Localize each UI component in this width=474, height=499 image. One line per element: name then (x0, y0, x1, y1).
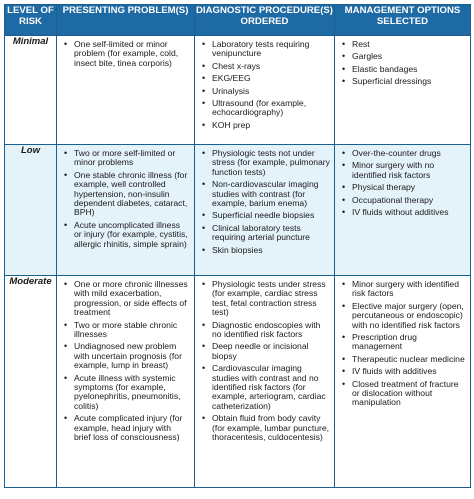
problems-list (57, 276, 194, 443)
list-item: • Elective major surgery (open, percutaneous or endoscopic) with no identified risk factors (341, 302, 466, 330)
management-cell (335, 145, 471, 276)
list-item: • Rest (341, 40, 466, 49)
management-list (335, 145, 470, 217)
header-management-options: MANAGEMENT OPTIONS SELECTED (335, 5, 471, 36)
list-item: • Non-cardiovascular imaging studies with contrast (for example, barium enema) (201, 180, 330, 208)
list-item: • Closed treatment of fracture or dislocation without manipulation (341, 380, 466, 408)
problems-cell (57, 36, 195, 145)
header-diagnostic-procedures: DIAGNOSTIC PROCEDURE(S) ORDERED (195, 5, 335, 36)
list-item: • Diagnostic endoscopies with no identified risk factors (201, 321, 330, 340)
list-item: • Prescription drug management (341, 333, 466, 352)
list-item: • Elastic bandages (341, 65, 466, 74)
list-item: • Two or more stable chronic illnesses (63, 321, 190, 340)
diagnostics-cell (195, 145, 335, 276)
list-item: • IV fluids without additives (341, 208, 466, 217)
list-item: • Physical therapy (341, 183, 466, 192)
problems-list (57, 36, 194, 68)
header-row (5, 5, 471, 36)
diagnostics-cell (195, 276, 335, 488)
risk-level-moderate: Moderate (5, 276, 57, 488)
list-item: • Urinalysis (201, 87, 330, 96)
list-item: • Acute uncomplicated illness or injury (for example, cystitis, allergic rhinitis, simple sprain) (63, 221, 190, 249)
list-item: • Over-the-counter drugs (341, 149, 466, 158)
problems-cell (57, 145, 195, 276)
list-item: • One stable chronic illness (for example, well controlled hypertension, non-insulin dependent diabetes, cataract, BPH) (63, 171, 190, 218)
list-item: • Skin biopsies (201, 246, 330, 255)
list-item: • Physiologic tests under stress (for example, cardiac stress test, fetal contraction stress test) (201, 280, 330, 318)
diagnostics-list (195, 276, 334, 443)
list-item: • Undiagnosed new problem with uncertain prognosis (for example, lump in breast) (63, 342, 190, 370)
list-item: • Two or more self-limited or minor problems (63, 149, 190, 168)
list-item: • Obtain fluid from body cavity (for example, lumbar puncture, thoracentesis, culdocentesis) (201, 414, 330, 442)
management-cell (335, 36, 471, 145)
list-item: • Minor surgery with identified risk factors (341, 280, 466, 299)
list-item: • Minor surgery with no identified risk factors (341, 161, 466, 180)
list-item: • Laboratory tests requiring venipuncture (201, 40, 330, 59)
diagnostics-list (195, 145, 334, 255)
list-item: • Clinical laboratory tests requiring arterial puncture (201, 224, 330, 243)
list-item: • KOH prep (201, 121, 330, 130)
risk-level-table (4, 4, 471, 488)
list-item: • Chest x-rays (201, 62, 330, 71)
list-item: • Occupational therapy (341, 196, 466, 205)
list-item: • Cardiovascular imaging studies with contrast and no identified risk factors (for example, arteriogram, cardiac catheterization) (201, 364, 330, 411)
list-item: • IV fluids with additives (341, 367, 466, 376)
list-item: • One or more chronic illnesses with mild exacerbation, progression, or side effects of treatment (63, 280, 190, 318)
diagnostics-list (195, 36, 334, 130)
list-item: • Superficial needle biopsies (201, 211, 330, 220)
list-item: • Therapeutic nuclear medicine (341, 355, 466, 364)
list-item: • EKG/EEG (201, 74, 330, 83)
list-item: • Superficial dressings (341, 77, 466, 86)
list-item: • Ultrasound (for example, echocardiography) (201, 99, 330, 118)
header-presenting-problems: PRESENTING PROBLEM(S) (57, 5, 195, 36)
problems-list (57, 145, 194, 249)
management-list (335, 276, 470, 408)
list-item: • Physiologic tests not under stress (for example, pulmonary function tests) (201, 149, 330, 177)
row-low (5, 145, 471, 276)
list-item: • Deep needle or incisional biopsy (201, 342, 330, 361)
list-item: • Acute complicated injury (for example, head injury with brief loss of consciousness) (63, 414, 190, 442)
diagnostics-cell (195, 36, 335, 145)
problems-cell (57, 276, 195, 488)
header-level-of-risk: LEVEL OF RISK (5, 5, 57, 36)
management-list (335, 36, 470, 87)
row-minimal (5, 36, 471, 145)
list-item: • One self-limited or minor problem (for example, cold, insect bite, tinea corporis) (63, 40, 190, 68)
row-moderate (5, 276, 471, 488)
list-item: • Gargles (341, 52, 466, 61)
risk-level-low: Low (5, 145, 57, 276)
risk-level-minimal: Minimal (5, 36, 57, 145)
list-item: • Acute illness with systemic symptoms (for example, pyelonephritis, pneumonitis, colitis) (63, 374, 190, 412)
management-cell (335, 276, 471, 488)
